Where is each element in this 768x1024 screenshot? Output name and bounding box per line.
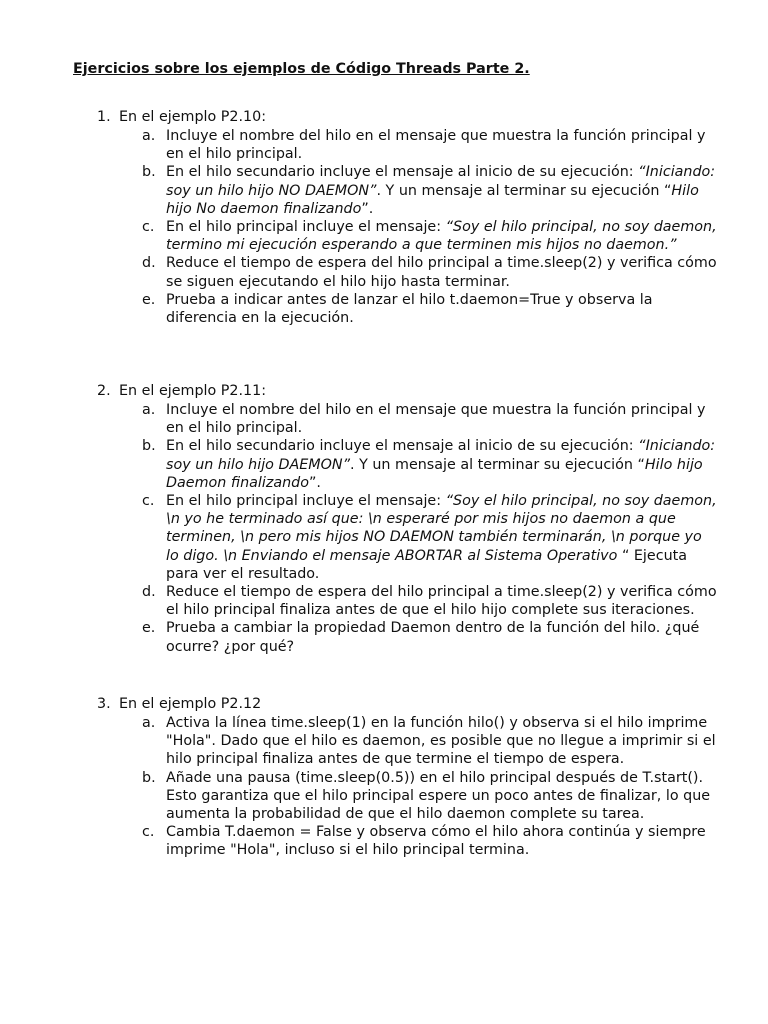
list-item <box>142 619 717 655</box>
item-text <box>166 715 716 767</box>
text-run: Reduce el tiempo de espera del hilo principal a time.sleep(2) y verifica cómo se siguen ejecutando el hilo hijo hasta terminar. <box>166 255 717 290</box>
text-run: . Y un mensaje al terminar su ejecución “ <box>376 182 672 199</box>
item-letter: b. <box>142 769 156 786</box>
text-run: Prueba a indicar antes de lanzar el hilo t.daemon=True y observa la diferencia en la ejecución. <box>166 291 653 327</box>
text-run: Incluye el nombre del hilo en el mensaje que muestra la función principal y en el hilo principal. <box>166 402 706 437</box>
text-run: Prueba a cambiar la propiedad Daemon dentro de la función del hilo. ¿qué ocurre? ¿por qué? <box>166 620 700 655</box>
item-text <box>166 824 706 858</box>
item-text <box>166 493 717 582</box>
document-title: Ejercicios sobre los ejemplos de Código Threads Parte 2. <box>73 61 530 77</box>
item-text <box>166 770 710 822</box>
item-text <box>166 438 715 490</box>
quoted-message: “Soy el hilo principal, no soy daemon, \n yo he terminado así que: \n esperaré por mis hijos no daemon a que terminen, \n pero mis hijos NO DAEMON también terminarán, \n porque yo lo digo. \n Enviando el mensaje ABORTAR al Sistema Operativo <box>166 493 717 564</box>
exercise-number: 1. <box>97 109 111 125</box>
text-run: Reduce el tiempo de espera del hilo principal a time.sleep(2) y verifica cómo el hilo principal finaliza antes de que el hilo hijo complete sus iteraciones. <box>166 584 717 619</box>
text-run: . Y un mensaje al terminar su ejecución “ <box>349 456 645 473</box>
quoted-message: “Iniciando: soy un hilo hijo DAEMON” <box>166 438 716 473</box>
list-item <box>142 127 717 163</box>
text-run: Añade una pausa (time.sleep(0.5)) en el hilo principal después de T.start(). Esto garantiza que el hilo principal espere un poco antes de finalizar, lo que aumenta la probabilidad de que el hilo daemon complete su tarea. <box>166 769 711 823</box>
text-run: Incluye el nombre del hilo en el mensaje que muestra la función principal y en el hilo principal. <box>166 128 706 163</box>
exercise-label: En el ejemplo P2.10: <box>119 109 267 125</box>
item-letter: a. <box>142 128 156 144</box>
list-item <box>142 254 717 290</box>
item-text <box>166 402 705 436</box>
item-letter: d. <box>142 584 156 601</box>
item-letter: a. <box>142 715 156 731</box>
text-run: En el hilo secundario incluye el mensaje al inicio de su ejecución: <box>166 164 639 181</box>
exercise-label: En el ejemplo P2.11: <box>119 383 267 399</box>
item-letter: c. <box>142 493 155 510</box>
text-run: ”. <box>309 474 321 491</box>
exercise-items <box>142 127 717 327</box>
item-letter: b. <box>142 164 156 181</box>
quoted-message: “Soy el hilo principal, no soy daemon, termino mi ejecución esperando a que terminen mis hijos no daemon.” <box>166 219 717 254</box>
list-item <box>142 401 717 437</box>
item-text <box>166 219 717 253</box>
item-letter: d. <box>142 255 156 272</box>
exercise-number: 3. <box>97 696 111 712</box>
list-item <box>142 583 717 619</box>
item-letter: a. <box>142 402 156 418</box>
text-run: ”. <box>361 200 374 217</box>
item-letter: c. <box>142 824 155 841</box>
item-text <box>166 620 699 654</box>
item-text <box>166 292 653 326</box>
exercise-items <box>142 714 717 860</box>
list-item <box>142 163 717 218</box>
text-run: Activa la línea time.sleep(1) en la función hilo() y observa si el hilo imprime "Hola". Dado que el hilo es daemon, es posible que no llegue a imprimir si el hilo principal finaliza antes de que termine el tiempo de espera. <box>166 715 716 768</box>
item-letter: c. <box>142 219 155 236</box>
list-item <box>142 714 717 769</box>
list-item <box>142 823 717 859</box>
exercise-label: En el ejemplo P2.12 <box>119 696 262 712</box>
list-item <box>142 218 717 254</box>
item-text <box>166 584 717 618</box>
list-item <box>142 437 717 492</box>
text-run: “ Ejecuta para ver el resultado. <box>166 547 687 582</box>
item-text <box>166 128 705 162</box>
text-run: En el hilo principal incluye el mensaje: <box>166 219 446 236</box>
item-letter: b. <box>142 438 156 455</box>
list-item <box>142 769 717 824</box>
exercise-number: 2. <box>97 383 111 399</box>
item-text <box>166 164 715 216</box>
quoted-message: Hilo hijo No daemon finalizando <box>166 182 699 217</box>
item-text <box>166 255 717 289</box>
text-run: En el hilo principal incluye el mensaje: <box>166 493 446 510</box>
quoted-message: “Iniciando: soy un hilo hijo NO DAEMON” <box>166 164 716 199</box>
item-letter: e. <box>142 291 156 308</box>
text-run: En el hilo secundario incluye el mensaje al inicio de su ejecución: <box>166 438 639 455</box>
list-item <box>142 492 717 583</box>
exercise-items <box>142 401 717 656</box>
list-item <box>142 291 717 327</box>
item-letter: e. <box>142 620 156 637</box>
text-run: Cambia T.daemon = False y observa cómo el hilo ahora continúa y siempre imprime "Hola", incluso si el hilo principal termina. <box>166 824 706 859</box>
quoted-message: Hilo hijo Daemon finalizando <box>166 456 703 491</box>
